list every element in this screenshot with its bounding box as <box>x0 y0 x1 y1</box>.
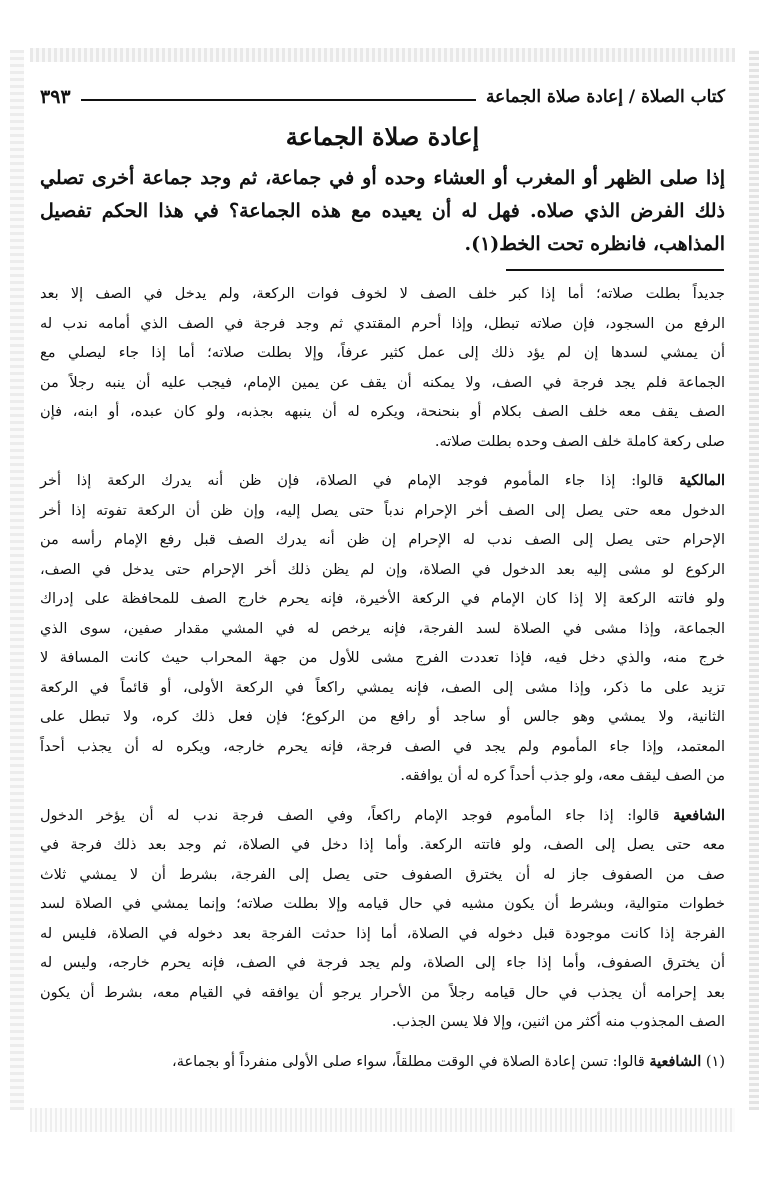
main-line: ذلك الفرض الذي صلاه. فهل له أن يعيده مع هذه الجماعة؟ في هذا الحكم تفصيل <box>40 200 725 222</box>
page-number: ٣٩٣ <box>40 86 71 108</box>
note-line: الدخول معه حتى يصل إلى الصف أخر الإحرام ندباً حتى يصل إليه، وإن ظن أن الركعة تفوته إذا أخر <box>40 502 725 519</box>
note-line: ولو فاتته الركعة إلا إذا كان الإمام في الركعة الأخيرة، فإنه يحرم خارج الصف للمحافظة على إدراك <box>40 591 725 607</box>
shafii-lead: الشافعية <box>673 806 725 824</box>
note-line: الصف يقف معه خلف الصف بكلام أو بنحنحة، ويكره له أن ينبهه بجذبه، ولو كان عبده، أو ابنه، فإن <box>40 404 725 420</box>
shafii-paragraph <box>40 801 725 1038</box>
page-edge-right <box>749 50 759 1110</box>
note-line: الجماعة، وإذا مشى في الصلاة لسد الفرجة، فإنه يرخص له في المشي مقدار صفين، سوى الذي <box>40 620 725 637</box>
running-title: كتاب الصلاة / إعادة صلاة الجماعة <box>485 87 725 107</box>
note-line: الجماعة فلم يجد فرجة في الصف، ولا يمكنه أن يقف عن يمين الإمام، فيجب عليه أن ينبه رجلاً من <box>40 374 725 391</box>
note-line: الصف المجذوب منه أكثر من اثنين، وإلا فلا يسن الجذب. <box>391 1014 725 1030</box>
maliki-lead: المالكية <box>679 472 726 489</box>
note-line: صلى ركعة كاملة خلف الصف وحده بطلت صلاته. <box>434 433 725 450</box>
footnotes <box>40 280 725 1086</box>
page-edge-top <box>30 48 735 62</box>
note-line: أن يمشي لسدها إن لم يؤد ذلك إلى عمل كثير عرفاً، وإلا بطلت صلاته؛ أما إذا جاء ليصلي مع <box>40 345 725 361</box>
note-line: جديداً بطلت صلاته؛ أما إذا كبر خلف الصف لا لخوف فوات الركعة، ولم يدخل في الصف إلا بعد <box>40 286 725 302</box>
continuation-paragraph <box>40 280 725 457</box>
note-line: أن يخترق الصفوف، وأما إذا جاء إلى الصلاة، ولم يجد فرجة في الصف، فإنه يحرم خارجه، وليس له <box>40 955 725 971</box>
note-line: من الصف ليقف معه، ولو جذب أحداً كره له أن يوافقه. <box>400 768 725 784</box>
footnote-1-paragraph <box>40 1047 725 1078</box>
note-line: الثانية، ولا يمشي وهو جالس أو ساجد أو رافع من الركوع؛ فإن فعل ذلك كره، ولا تبطل على <box>40 709 725 725</box>
note-line <box>40 1047 725 1078</box>
page-edge-bottom <box>30 1108 735 1132</box>
note-line: خطوات متوالية، وبشرط أن يكون مشيه في حال قيامه وإلا بطلت صلاته؛ وإنما يمشي في الصلاة لسد <box>40 896 725 912</box>
main-text <box>40 162 725 261</box>
running-header <box>40 82 725 112</box>
footnote-separator <box>506 269 724 271</box>
note-line: خرج منه، والذي دخل فيه، فإذا تعددت الفرج مشى للأول من جهة المحراب حيث كانت المسافة لا <box>40 650 725 666</box>
note-line <box>40 466 725 497</box>
note-line: الركوع لو مشى إليه بعد الدخول في الصلاة، وإن لم يظن ذلك أخر الإحرام حتى يدخل في الصف، <box>40 561 725 578</box>
note-line: الفرجة إذا كانت موجودة قبل دخوله في الصلاة، أما إذا حدثت الفرجة بعد دخوله في الصلاة، فليس له <box>40 925 725 942</box>
footnote-1-text: قالوا: تسن إعادة الصلاة في الوقت مطلقاً، سواء صلى الأولى منفرداً أو بجماعة، <box>172 1053 645 1070</box>
note-line: معه حتى يصل إلى الصف، ولو فاتته الركعة. وأما إذا دخل في الصلاة، ثم وجد بعد ذلك فرجة في <box>40 837 725 853</box>
maliki-paragraph <box>40 466 725 792</box>
main-line: إذا صلى الظهر أو المغرب أو العشاء وحده أو في جماعة، ثم وجد جماعة أخرى تصلي <box>40 167 725 189</box>
note-line: الإحرام حتى يصل إلى الصف ندب له الإحرام إن ظن أنه يدرك الصف قبل رفع الإمام رأسه من <box>40 532 725 548</box>
note-line: المعتمد، وإذا جاء المأموم ولم يجد في الصف فرجة، فإنه يحرم خارجه، ويكره له أن يجذب أحداً <box>40 738 725 755</box>
maliki-opening: قالوا: إذا جاء المأموم فوجد الإمام في الصلاة، فإن ظن أنه يدرك الركعة إذا أخر <box>40 473 664 489</box>
section-title: إعادة صلاة الجماعة <box>285 122 480 151</box>
page-edge-left <box>10 50 24 1110</box>
note-line: الرفع من السجود، فإن صلاته تبطل، وإذا أحرم المقتدي ثم وجد فرجة في الصف الذي أمامه ندب له <box>40 315 725 332</box>
header-rule <box>81 99 476 101</box>
note-line: تزيد على ما ذكر، وإذا مشى إلى الصف، فإنه يمشي راكعاً في الركعة الأولى، أو قائماً في الركعة <box>40 679 725 696</box>
note-line <box>40 801 725 832</box>
note-line: صف من الصفوف جاز له أن يخترق الصفوف حتى يصل إلى الفرجة، بشرط أن لا يمشي ثلاث <box>40 866 725 883</box>
shafii-opening: قالوا: إذا جاء المأموم فوجد الإمام راكعاً، وفي الصف فرجة ندب له أن يؤخر الدخول <box>40 807 660 824</box>
footnote-marker: (١) <box>705 1053 725 1070</box>
note-line: بعد إحرامه أن يجذب في حال قيامه رجلاً من الأحرار يرجو أن يوافقه في القيام معه، بشرط أن يكون <box>40 984 725 1001</box>
main-line: المذاهب، فانظره تحت الخط(١). <box>464 233 725 255</box>
footnote-1-lead: الشافعية <box>649 1052 702 1070</box>
